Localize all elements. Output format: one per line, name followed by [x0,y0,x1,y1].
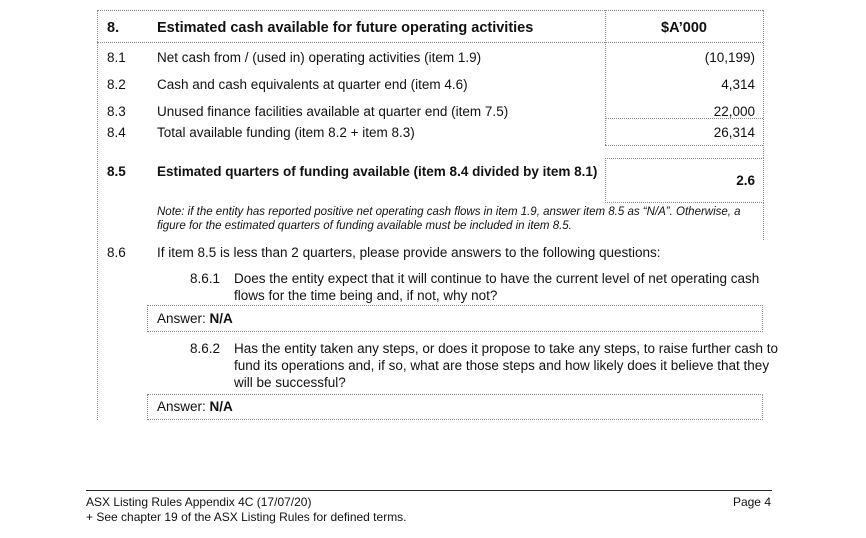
footer-document-id: ASX Listing Rules Appendix 4C (17/07/20) [86,495,312,509]
answer-box [147,394,763,420]
row-label: If item 8.5 is less than 2 quarters, please provide answers to the following questions: [157,245,661,260]
row-label: Cash and cash equivalents at quarter end (item 4.6) [157,77,468,92]
question-text: Does the entity expect that it will continue to have the current level of net operating cash flows for the time being and, if not, why not? [234,271,760,303]
row-value: 2.6 [736,173,755,188]
header-bottom-border [97,42,763,43]
row-number: 8.6 [107,245,126,260]
answer-label: Answer: [157,399,206,414]
total-row-bottom-border [605,145,763,146]
answer-box [147,305,763,332]
row-number: 8.2 [107,77,126,92]
table-top-border [97,10,763,11]
table-left-border [97,10,98,420]
answer-value: N/A [209,399,233,414]
row-number: 8.4 [107,125,126,140]
answer-line [157,398,233,415]
row-value: 26,314 [713,125,755,140]
row-label: Unused finance facilities available at quarter end (item 7.5) [157,104,509,119]
section-title: Estimated cash available for future operating activities [157,20,534,36]
currency-unit-header: $A’000 [661,20,707,36]
answer-line [157,310,233,327]
question-number: 8.6.2 [190,341,221,356]
table-right-border [763,10,764,240]
row-label: Net cash from / (used in) operating activities (item 1.9) [157,50,482,65]
row-value: 4,314 [721,77,755,92]
footer-page-number: Page 4 [732,495,771,509]
footer-rule [86,490,772,491]
row-number: 8.1 [107,50,126,65]
row-value: 22,000 [713,104,755,119]
row-value: (10,199) [704,50,755,65]
row-number: 8.5 [107,164,126,179]
question-number: 8.6.1 [190,271,221,286]
row-label: Total available funding (item 8.2 + item 8.3) [157,125,415,140]
answer-label: Answer: [157,311,206,326]
answer-value: N/A [209,311,233,326]
row-label: Estimated quarters of funding available (item 8.4 divided by item 8.1) [157,164,598,179]
section-number: 8. [107,20,120,36]
footer-defined-terms-note: + See chapter 19 of the ASX Listing Rules for defined terms. [86,510,407,524]
row-number: 8.3 [107,104,126,119]
item-8-5-note: Note: if the entity has reported positive net operating cash flows in item 1.9, answer item 8.5 as “N/A”. Otherwise, a figure for the estimated quarters of funding available must be included in item 8.5. [157,206,741,232]
question-text: Has the entity taken any steps, or does it propose to take any steps, to raise further cash to fund its operations and, if so, what are those steps and how likely does it believe that they will be successful? [234,341,779,390]
